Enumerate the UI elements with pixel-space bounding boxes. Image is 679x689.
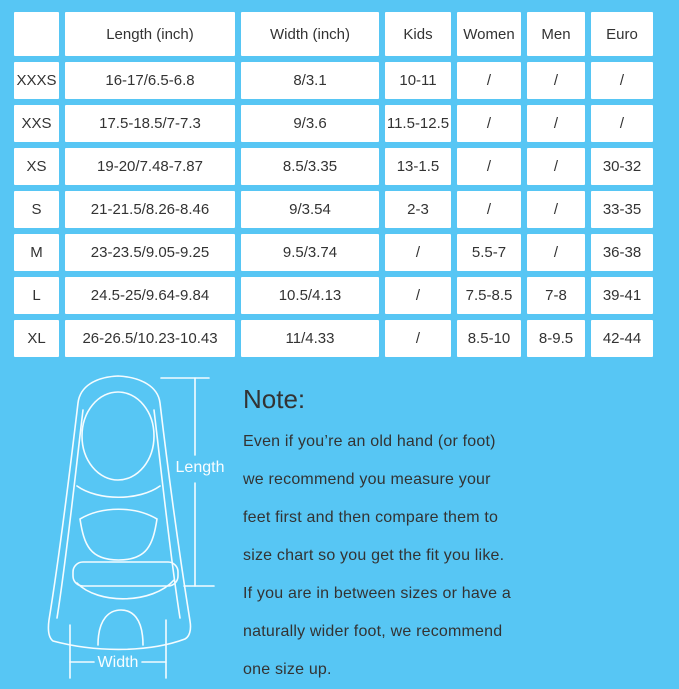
cell-width: 9/3.6 [241,105,379,142]
note-line: we recommend you measure your [243,471,491,488]
note-line: one size up. [243,661,332,678]
note-line: If you are in between sizes or have a [243,585,511,602]
fin-line-art-icon [48,376,190,649]
header-kids: Kids [385,12,451,56]
cell-euro: / [591,105,653,142]
size-label: M [14,234,59,271]
note-line: Even if you’re an old hand (or foot) [243,433,496,450]
table-row-xs [14,148,653,185]
cell-men: 8-9.5 [527,320,585,357]
note-line: feet first and then compare them to [243,509,499,526]
cell-width: 9.5/3.74 [241,234,379,271]
cell-women: 8.5-10 [457,320,521,357]
cell-men: 7-8 [527,277,585,314]
cell-kids: 11.5-12.5 [385,105,451,142]
table-row-l [14,277,653,314]
width-label: Width [97,654,139,671]
header-corner-cell [14,12,59,56]
size-chart-table [8,6,659,363]
cell-euro: 42-44 [591,320,653,357]
header-euro: Euro [591,12,653,56]
cell-men: / [527,105,585,142]
table-row-xl [14,320,653,357]
cell-euro: 30-32 [591,148,653,185]
cell-width: 9/3.54 [241,191,379,228]
cell-width: 8.5/3.35 [241,148,379,185]
cell-women: / [457,191,521,228]
cell-kids: / [385,320,451,357]
cell-width: 10.5/4.13 [241,277,379,314]
cell-length: 19-20/7.48-7.87 [65,148,235,185]
cell-width: 11/4.33 [241,320,379,357]
size-label: XXXS [14,62,59,99]
note-line: naturally wider foot, we recommend [243,623,503,640]
header-width: Width (inch) [241,12,379,56]
cell-kids: 10-11 [385,62,451,99]
cell-men: / [527,191,585,228]
cell-women: / [457,148,521,185]
cell-length: 16-17/6.5-6.8 [65,62,235,99]
table-row-xxs [14,105,653,142]
cell-women: / [457,62,521,99]
cell-length: 17.5-18.5/7-7.3 [65,105,235,142]
header-women: Women [457,12,521,56]
table-row-s [14,191,653,228]
cell-euro: 36-38 [591,234,653,271]
cell-kids: / [385,234,451,271]
size-label: XXS [14,105,59,142]
fin-measurement-diagram [18,370,233,679]
cell-women: 7.5-8.5 [457,277,521,314]
cell-length: 26-26.5/10.23-10.43 [65,320,235,357]
cell-women: 5.5-7 [457,234,521,271]
size-label: XS [14,148,59,185]
note-title: Note: [243,384,306,414]
table-row-m [14,234,653,271]
size-label: L [14,277,59,314]
cell-kids: 13-1.5 [385,148,451,185]
cell-length: 21-21.5/8.26-8.46 [65,191,235,228]
header-length: Length (inch) [65,12,235,56]
cell-kids: 2-3 [385,191,451,228]
cell-men: / [527,148,585,185]
cell-euro: 39-41 [591,277,653,314]
size-label: XL [14,320,59,357]
cell-kids: / [385,277,451,314]
cell-length: 23-23.5/9.05-9.25 [65,234,235,271]
table-row-xxxs [14,62,653,99]
cell-women: / [457,105,521,142]
size-label: S [14,191,59,228]
note-line: size chart so you get the fit you like. [243,547,505,564]
cell-men: / [527,234,585,271]
length-label: Length [175,459,225,476]
cell-euro: 33-35 [591,191,653,228]
cell-length: 24.5-25/9.64-9.84 [65,277,235,314]
header-men: Men [527,12,585,56]
cell-euro: / [591,62,653,99]
note-section [243,384,668,689]
cell-width: 8/3.1 [241,62,379,99]
cell-men: / [527,62,585,99]
header-row [14,12,653,56]
